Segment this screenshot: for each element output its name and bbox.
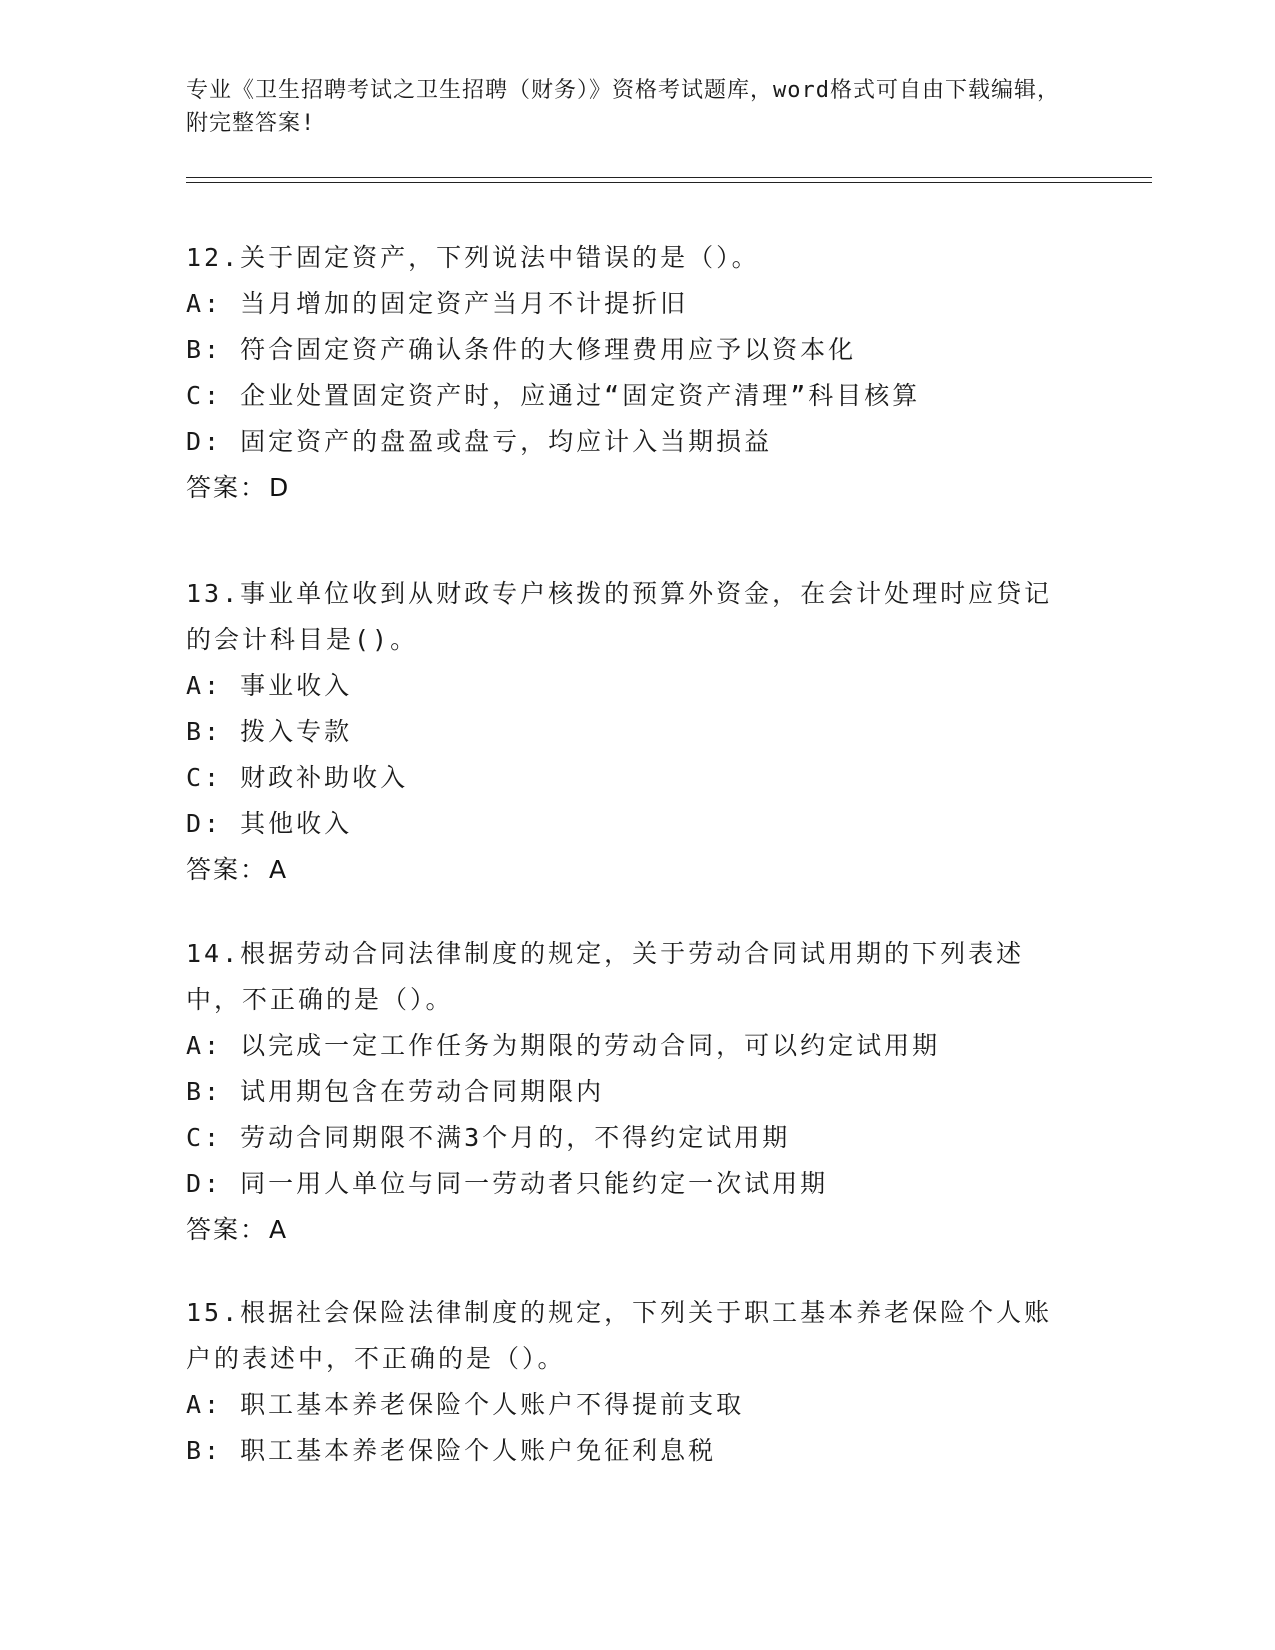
answer-line [186, 847, 1076, 893]
option-a: A: 职工基本养老保险个人账户不得提前支取 [186, 1390, 745, 1419]
option-d: D: 固定资产的盘盈或盘亏，均应计入当期损益 [186, 427, 773, 456]
option-b: B: 职工基本养老保险个人账户免征利息税 [186, 1436, 717, 1465]
question-12 [186, 235, 1076, 511]
answer-line [186, 465, 1076, 511]
option-a: A: 当月增加的固定资产当月不计提折旧 [186, 289, 689, 318]
header-divider-line-secondary [186, 182, 1152, 183]
option-d: D: 其他收入 [186, 809, 353, 838]
question-stem: 13.事业单位收到从财政专户核拨的预算外资金，在会计处理时应贷记的会计科目是()。 [186, 579, 1053, 654]
answer-label: 答案： [186, 855, 268, 884]
answer-label: 答案： [186, 1215, 268, 1244]
option-b: B: 符合固定资产确认条件的大修理费用应予以资本化 [186, 335, 857, 364]
answer-value: A [269, 855, 289, 884]
question-stem: 15.根据社会保险法律制度的规定，下列关于职工基本养老保险个人账户的表述中，不正确的是（）。 [186, 1298, 1053, 1373]
answer-value: D [269, 473, 291, 502]
option-a: A: 事业收入 [186, 671, 353, 700]
question-stem: 12.关于固定资产，下列说法中错误的是（）。 [186, 243, 760, 272]
question-13 [186, 571, 1076, 893]
option-d: D: 同一用人单位与同一劳动者只能约定一次试用期 [186, 1169, 829, 1198]
question-15 [186, 1290, 1076, 1474]
question-stem: 14.根据劳动合同法律制度的规定，关于劳动合同试用期的下列表述中，不正确的是（）。 [186, 939, 1025, 1014]
answer-line [186, 1207, 1076, 1253]
document-header: 专业《卫生招聘考试之卫生招聘（财务）》资格考试题库，word格式可自由下载编辑，附完整答案! [186, 78, 1060, 136]
question-14 [186, 931, 1076, 1253]
option-c: C: 劳动合同期限不满3个月的，不得约定试用期 [186, 1123, 791, 1152]
option-c: C: 企业处置固定资产时，应通过“固定资产清理”科目核算 [186, 381, 921, 410]
option-c: C: 财政补助收入 [186, 763, 409, 792]
option-b: B: 试用期包含在劳动合同期限内 [186, 1077, 605, 1106]
option-a: A: 以完成一定工作任务为期限的劳动合同，可以约定试用期 [186, 1031, 941, 1060]
answer-label: 答案： [186, 473, 268, 502]
answer-value: A [269, 1215, 289, 1244]
option-b: B: 拨入专款 [186, 717, 353, 746]
header-divider-line [186, 177, 1152, 178]
